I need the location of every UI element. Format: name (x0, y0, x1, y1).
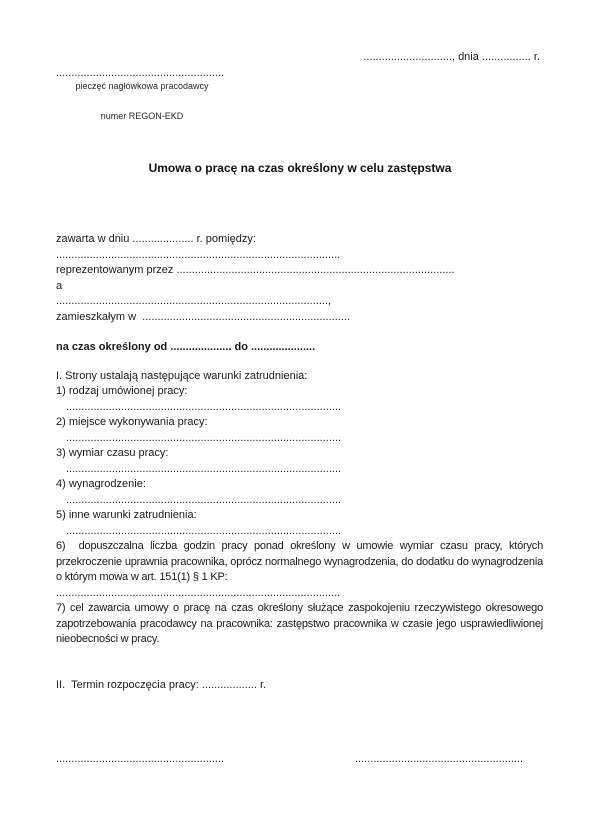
document-title: Umowa o pracę na czas określony w celu zastępstwa (148, 161, 452, 175)
item-4-field: .......................................................................................... (66, 493, 342, 506)
item-6-text: 6) dopuszczalna liczba godzin pracy ponad określony w umowie wymiar czasu pracy, których przekroczenie uprawnia pracownika, oprócz normalnego wynagrodzenia, do dodatku do wynagrodzenia o którym mowa w art. 151(1) § 1 KP: (56, 540, 543, 583)
item-7-text: 7) cel zawarcia umowy o pracę na czas określony służące zaspokojeniu rzeczywistego okresowego zapotrzebowania pracodawcy na pracownika: zastępstwo pracownika w czasie jego usprawiedliwionej nieobecności w pracy. (56, 602, 543, 645)
regon-label: numer REGON-EKD (100, 111, 184, 121)
employer-name-field: ............................................................................................. (56, 248, 341, 261)
item-5-field: .......................................................................................... (66, 524, 342, 537)
date-line: ............................., dnia ................ r. (363, 51, 540, 63)
item-5-label: 5) inne warunki zatrudnienia: (56, 509, 197, 521)
stamp-fill-line: ....................................................... (56, 67, 225, 79)
item-4-label: 4) wynagrodzenie: (56, 478, 146, 490)
item-1-label: 1) rodzaj umówionej pracy: (56, 385, 188, 397)
contract-body (56, 232, 543, 768)
section1-heading: I. Strony ustalają następujące warunki zatrudnienia: (56, 369, 308, 382)
section2-line: II. Termin rozpoczęcia pracy: .................. r. (56, 678, 267, 691)
item-3-field: .......................................................................................... (66, 462, 342, 475)
item-6-field: ............................................................................................. (56, 586, 341, 599)
item-1-field: .......................................................................................... (66, 400, 342, 413)
represented-by-line: reprezentowanym przez ........................................................................................... (56, 264, 455, 276)
item-3-label: 3) wymiar czasu pracy: (56, 447, 169, 459)
item-2-label: 2) miejsce wykonywania pracy: (56, 416, 208, 428)
employer-stamp-block (56, 66, 228, 122)
intro-opening: zawarta w dniu .................... r. pomiędzy: (56, 233, 256, 245)
signature-row (56, 752, 543, 768)
employee-name-field: ........................................................................................., (56, 295, 332, 307)
term-line: na czas określony od .................... do ..................... (56, 341, 316, 353)
signature-line-left: ....................................................... (56, 753, 225, 765)
item-2-field: .......................................................................................... (66, 431, 342, 444)
conjunction-a: a (56, 279, 63, 292)
stamp-caption: pieczęć nagłówkowa pracodawcy (75, 81, 209, 91)
signature-line-right: ....................................................... (355, 753, 524, 765)
residence-line: zamieszkałym w .................................................................... (56, 310, 350, 323)
